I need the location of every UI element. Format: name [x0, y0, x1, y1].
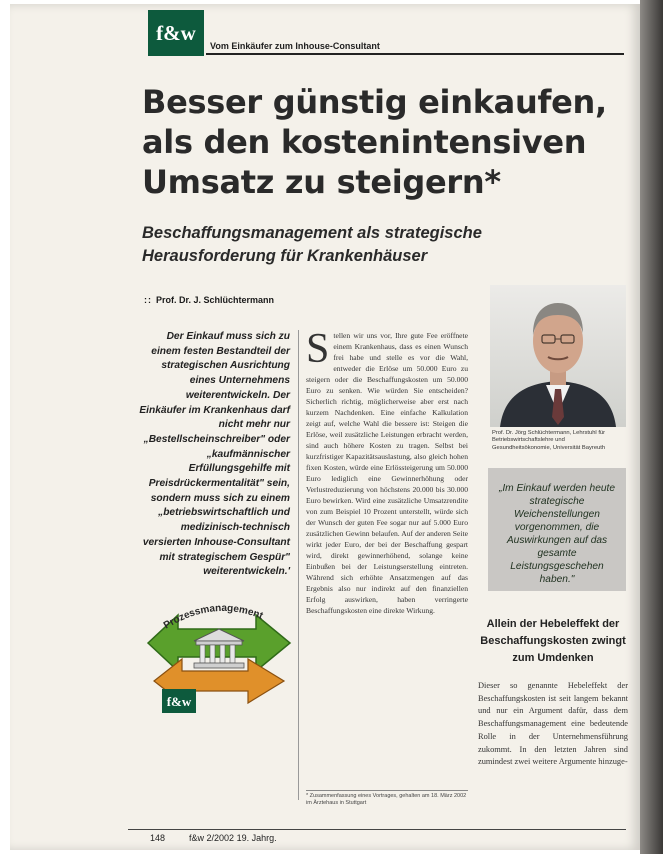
photo-caption: Prof. Dr. Jörg Schlüchtermann, Lehrstuhl für Betriebswirtschaftslehre und Gesundheitsökonomie, Universität Bayreuth: [492, 430, 606, 451]
page-number: 148: [150, 833, 166, 843]
column-divider: [298, 330, 299, 800]
headline-line: als den kostenintensiven: [142, 123, 587, 161]
book-spine: [640, 0, 663, 854]
sidebar-body: Dieser so genannte Hebeleffekt der Beschaffungskosten ist seit langem bekannt und nur ein Argument dafür, dass dem Beschaffungsmanagement eine bedeutende Rolle in der Unternehmensführung zukommt. In den letzten Jahren sind zumindest zwei weitere Argumente hinzuge-: [478, 681, 628, 767]
magazine-issue: f&w 2/2002 19. Jahrg.: [189, 833, 277, 843]
author-line: [144, 295, 274, 305]
article-headline: [142, 82, 622, 202]
headline-line: Besser günstig einkaufen,: [142, 83, 607, 121]
header-rule: [206, 53, 624, 55]
body-text: tellen wir uns vor, Ihre gute Fee eröffnete einem Krankenhaus, dass es einen Wunsch frei habe und stelle es vor die Wahl, entweder die Erlöse um 50.000 Euro zu steigern oder die Beschaffungskosten um 50.000 Euro zu senken. Wie würden Sie entscheiden? Sicherlich richtig, möglicherweise aber erst nach kurzem Nachdenken. Eine einfache Kalkulation zeigt auf, welche Wahl die bessere ist: Steigen die Erlöse, weil zusätzliche Leistungen erbracht werden, sind auch höhere Kosten zu tragen. Selbst bei kurzfristiger Kapazitätsauslastung, also gleich hohen fixen Kosten, würde eine Erlössteigerung um 50.000 Euro lediglich eine Gewinnerhöhung oder Verlustreduzierung von höchstens 20.000 bis 30.000 Euro bewirken. Wird eine zusätzliche Umsatzrendite von zum Beispiel 10 Prozent unterstellt, würde sich der Wunsch der guten Fee sogar nur auf 5.000 Euro zusätzlichen Gewinn belaufen. Auf der anderen Seite wirkt jeder Euro, der bei der Beschaffung gespart wird, direkt gewinnerhöhend, solange keine Einbußen bei der Leistungserstellung eintreten. Während sich erhöhte Ansatzmengen auf das Ergebnis also nur indirekt auf den finanziellen Erfolg auswirken, haben verringerte Beschaffungskosten eine direkte Wirkung.: [306, 331, 468, 616]
headline-line: Umsatz zu steigern*: [142, 163, 501, 201]
sidebar-heading: Allein der Hebeleffekt der Beschaffungskosten zwingt zum Umdenken: [480, 618, 626, 664]
magazine-logo: f&w: [148, 10, 204, 56]
subtitle-line: Herausforderung für Krankenhäuser: [142, 247, 428, 265]
process-illustration: [144, 585, 294, 720]
section-header: Vom Einkäufer zum Inhouse-Consultant: [210, 41, 380, 51]
illustration-logo: f&w: [166, 694, 192, 709]
pull-quote: „Im Einkauf werden heute strategische Weichenstellungen vorgenommen, die Auswirkungen auf das gesamte Leistungsgeschehen haben.": [498, 483, 616, 585]
body-column: [306, 326, 468, 616]
author-marker: ::: [144, 295, 152, 305]
page-footer: [150, 833, 277, 843]
drop-cap: S: [306, 326, 330, 372]
lead-paragraph: Der Einkauf muss sich zu einem festen Bestandteil der strategischen Ausrichtung eines Unternehmens weiterentwickeln. Der Einkäufer im Krankenhaus darf nicht mehr nur „Bestellscheinschreiber" oder „kaufmännischer Erfüllungsgehilfe mit Preisdrückermentalität" sein, sondern muss sich zu einem „betriebswirtschaftlich und medizinisch-technisch versierten Inhouse-Consultant mit strategischem Gespür" weiterentwickeln.': [139, 331, 290, 578]
subtitle-line: Beschaffungsmanagement als strategische: [142, 224, 482, 242]
portrait-image: [490, 285, 626, 427]
footnote: * Zusammenfassung eines Vortrages, gehalten am 18. März 2002 im Ärztehaus in Stuttgart: [306, 790, 468, 807]
footer-rule: [128, 829, 626, 830]
author-name: Prof. Dr. J. Schlüchtermann: [156, 295, 275, 305]
author-photo: [490, 285, 626, 427]
article-subtitle: [142, 222, 622, 268]
illustration-label: Prozessmanagement: [161, 602, 265, 632]
